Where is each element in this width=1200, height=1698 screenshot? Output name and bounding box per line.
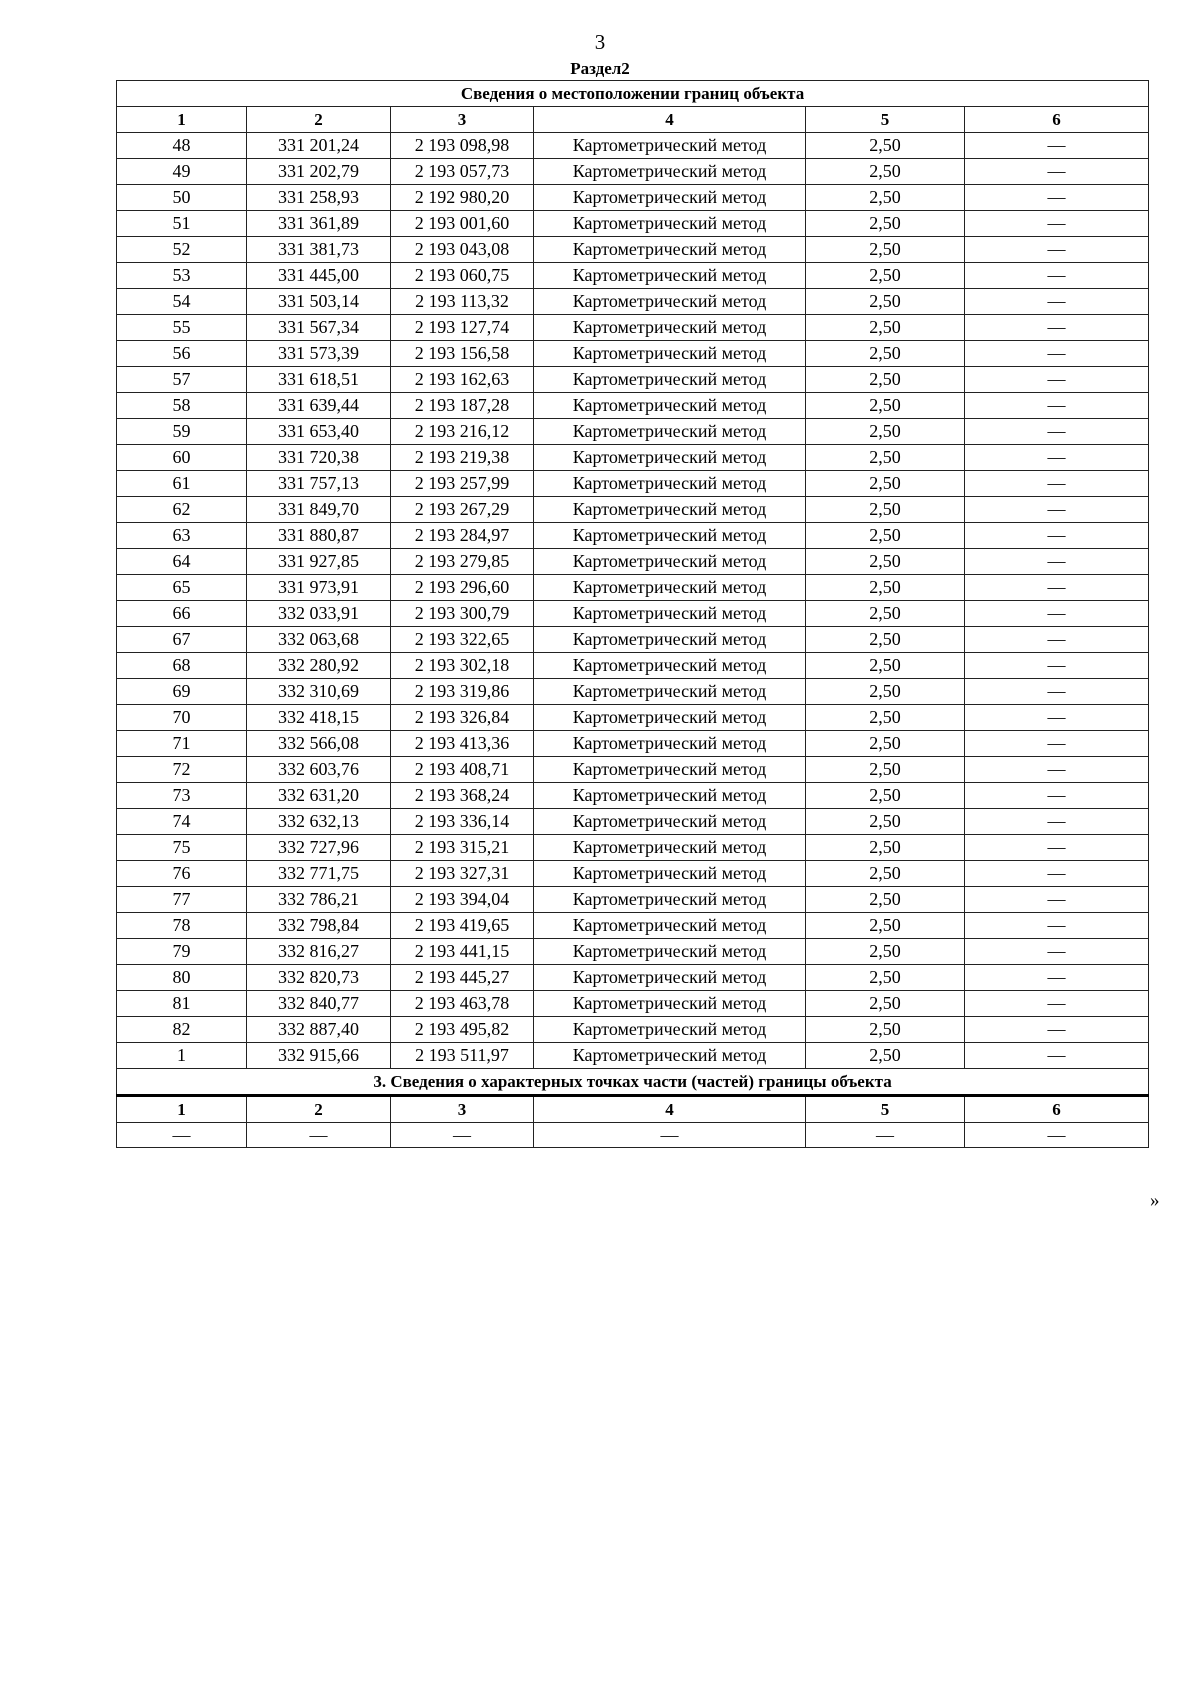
x-coordinate-cell: 332 727,96 bbox=[247, 835, 391, 861]
table-row bbox=[117, 887, 1149, 913]
table-row bbox=[117, 1043, 1149, 1069]
y-coordinate-cell: 2 193 327,31 bbox=[391, 861, 534, 887]
point-number-cell: 80 bbox=[117, 965, 247, 991]
method-cell: Картометрический метод bbox=[534, 575, 806, 601]
point-number-cell: — bbox=[117, 1123, 247, 1148]
accuracy-cell: 2,50 bbox=[806, 393, 965, 419]
x-coordinate-cell: 331 381,73 bbox=[247, 237, 391, 263]
point-number-cell: 57 bbox=[117, 367, 247, 393]
table-row bbox=[117, 965, 1149, 991]
method-cell: Картометрический метод bbox=[534, 315, 806, 341]
x-coordinate-cell: 332 418,15 bbox=[247, 705, 391, 731]
x-coordinate-cell: 331 653,40 bbox=[247, 419, 391, 445]
point-number-cell: 74 bbox=[117, 809, 247, 835]
x-coordinate-cell: 332 840,77 bbox=[247, 991, 391, 1017]
point-number-cell: 68 bbox=[117, 653, 247, 679]
description-cell: — bbox=[965, 731, 1149, 757]
method-cell: Картометрический метод bbox=[534, 965, 806, 991]
accuracy-cell: 2,50 bbox=[806, 471, 965, 497]
section3-caption: 3. Сведения о характерных точках части (частей) границы объекта bbox=[117, 1069, 1149, 1096]
description-cell: — bbox=[965, 627, 1149, 653]
x-coordinate-cell: 331 361,89 bbox=[247, 211, 391, 237]
description-cell: — bbox=[965, 523, 1149, 549]
point-number-cell: 50 bbox=[117, 185, 247, 211]
point-number-cell: 73 bbox=[117, 783, 247, 809]
method-cell: Картометрический метод bbox=[534, 991, 806, 1017]
y-coordinate-cell: 2 193 001,60 bbox=[391, 211, 534, 237]
description-cell: — bbox=[965, 497, 1149, 523]
y-coordinate-cell: 2 193 394,04 bbox=[391, 887, 534, 913]
accuracy-cell: 2,50 bbox=[806, 731, 965, 757]
method-cell: Картометрический метод bbox=[534, 185, 806, 211]
table-row bbox=[117, 575, 1149, 601]
accuracy-cell: 2,50 bbox=[806, 237, 965, 263]
method-cell: Картометрический метод bbox=[534, 549, 806, 575]
method-cell: Картометрический метод bbox=[534, 263, 806, 289]
method-cell: Картометрический метод bbox=[534, 393, 806, 419]
accuracy-cell: 2,50 bbox=[806, 289, 965, 315]
x-coordinate-cell: 331 567,34 bbox=[247, 315, 391, 341]
accuracy-cell: 2,50 bbox=[806, 159, 965, 185]
accuracy-cell: — bbox=[806, 1123, 965, 1148]
table-caption: Сведения о местоположении границ объекта bbox=[117, 81, 1149, 107]
point-number-cell: 79 bbox=[117, 939, 247, 965]
accuracy-cell: 2,50 bbox=[806, 419, 965, 445]
point-number-cell: 82 bbox=[117, 1017, 247, 1043]
point-number-cell: 55 bbox=[117, 315, 247, 341]
x-coordinate-cell: 331 258,93 bbox=[247, 185, 391, 211]
section3-column-number-row bbox=[117, 1096, 1149, 1123]
table-row bbox=[117, 991, 1149, 1017]
y-coordinate-cell: 2 193 057,73 bbox=[391, 159, 534, 185]
table-caption-row bbox=[117, 81, 1149, 107]
table-row bbox=[117, 1017, 1149, 1043]
accuracy-cell: 2,50 bbox=[806, 991, 965, 1017]
page-number: 3 bbox=[594, 30, 606, 54]
y-coordinate-cell: 2 193 315,21 bbox=[391, 835, 534, 861]
y-coordinate-cell: 2 193 216,12 bbox=[391, 419, 534, 445]
method-cell: Картометрический метод bbox=[534, 289, 806, 315]
table-row bbox=[117, 653, 1149, 679]
table-row bbox=[117, 289, 1149, 315]
boundary-table bbox=[116, 80, 1149, 1148]
description-cell: — bbox=[965, 861, 1149, 887]
method-cell: Картометрический метод bbox=[534, 861, 806, 887]
point-number-cell: 65 bbox=[117, 575, 247, 601]
point-number-cell: 60 bbox=[117, 445, 247, 471]
x-coordinate-cell: 331 202,79 bbox=[247, 159, 391, 185]
y-coordinate-cell: 2 192 980,20 bbox=[391, 185, 534, 211]
x-coordinate-cell: 331 927,85 bbox=[247, 549, 391, 575]
method-cell: Картометрический метод bbox=[534, 367, 806, 393]
table-row bbox=[117, 315, 1149, 341]
point-number-cell: 71 bbox=[117, 731, 247, 757]
accuracy-cell: 2,50 bbox=[806, 705, 965, 731]
x-coordinate-cell: 332 632,13 bbox=[247, 809, 391, 835]
method-cell: Картометрический метод bbox=[534, 523, 806, 549]
accuracy-cell: 2,50 bbox=[806, 575, 965, 601]
table-row bbox=[117, 627, 1149, 653]
y-coordinate-cell: 2 193 419,65 bbox=[391, 913, 534, 939]
x-coordinate-cell: 331 445,00 bbox=[247, 263, 391, 289]
description-cell: — bbox=[965, 991, 1149, 1017]
y-coordinate-cell: 2 193 127,74 bbox=[391, 315, 534, 341]
point-number-cell: 58 bbox=[117, 393, 247, 419]
table-row bbox=[117, 783, 1149, 809]
point-number-cell: 72 bbox=[117, 757, 247, 783]
accuracy-cell: 2,50 bbox=[806, 939, 965, 965]
point-number-cell: 54 bbox=[117, 289, 247, 315]
table-row bbox=[117, 679, 1149, 705]
point-number-cell: 62 bbox=[117, 497, 247, 523]
table-row bbox=[117, 367, 1149, 393]
description-cell: — bbox=[965, 809, 1149, 835]
table-row bbox=[117, 445, 1149, 471]
method-cell: Картометрический метод bbox=[534, 497, 806, 523]
table-row bbox=[117, 237, 1149, 263]
description-cell: — bbox=[965, 783, 1149, 809]
accuracy-cell: 2,50 bbox=[806, 653, 965, 679]
y-coordinate-cell: 2 193 300,79 bbox=[391, 601, 534, 627]
x-coordinate-cell: 331 618,51 bbox=[247, 367, 391, 393]
method-cell: Картометрический метод bbox=[534, 783, 806, 809]
accuracy-cell: 2,50 bbox=[806, 783, 965, 809]
method-cell: Картометрический метод bbox=[534, 887, 806, 913]
accuracy-cell: 2,50 bbox=[806, 211, 965, 237]
x-coordinate-cell: 332 798,84 bbox=[247, 913, 391, 939]
description-cell: — bbox=[965, 939, 1149, 965]
y-coordinate-cell: 2 193 162,63 bbox=[391, 367, 534, 393]
table-row bbox=[117, 523, 1149, 549]
method-cell: Картометрический метод bbox=[534, 939, 806, 965]
method-cell: Картометрический метод bbox=[534, 1017, 806, 1043]
method-cell: Картометрический метод bbox=[534, 835, 806, 861]
method-cell: Картометрический метод bbox=[534, 1043, 806, 1069]
point-number-cell: 53 bbox=[117, 263, 247, 289]
method-cell: Картометрический метод bbox=[534, 757, 806, 783]
method-cell: Картометрический метод bbox=[534, 731, 806, 757]
point-number-cell: 61 bbox=[117, 471, 247, 497]
method-cell: Картометрический метод bbox=[534, 471, 806, 497]
description-cell: — bbox=[965, 133, 1149, 159]
method-cell: Картометрический метод bbox=[534, 341, 806, 367]
x-coordinate-cell: 332 915,66 bbox=[247, 1043, 391, 1069]
column-number: 5 bbox=[806, 107, 965, 133]
accuracy-cell: 2,50 bbox=[806, 341, 965, 367]
point-number-cell: 70 bbox=[117, 705, 247, 731]
description-cell: — bbox=[965, 835, 1149, 861]
y-coordinate-cell: — bbox=[391, 1123, 534, 1148]
x-coordinate-cell: 332 887,40 bbox=[247, 1017, 391, 1043]
x-coordinate-cell: 332 631,20 bbox=[247, 783, 391, 809]
accuracy-cell: 2,50 bbox=[806, 263, 965, 289]
description-cell: — bbox=[965, 211, 1149, 237]
description-cell: — bbox=[965, 367, 1149, 393]
accuracy-cell: 2,50 bbox=[806, 133, 965, 159]
y-coordinate-cell: 2 193 043,08 bbox=[391, 237, 534, 263]
accuracy-cell: 2,50 bbox=[806, 835, 965, 861]
method-cell: Картометрический метод bbox=[534, 601, 806, 627]
table-row bbox=[117, 939, 1149, 965]
accuracy-cell: 2,50 bbox=[806, 445, 965, 471]
accuracy-cell: 2,50 bbox=[806, 1043, 965, 1069]
description-cell: — bbox=[965, 757, 1149, 783]
table-row bbox=[117, 549, 1149, 575]
y-coordinate-cell: 2 193 187,28 bbox=[391, 393, 534, 419]
x-coordinate-cell: 331 849,70 bbox=[247, 497, 391, 523]
accuracy-cell: 2,50 bbox=[806, 185, 965, 211]
description-cell: — bbox=[965, 1123, 1149, 1148]
point-number-cell: 75 bbox=[117, 835, 247, 861]
y-coordinate-cell: 2 193 302,18 bbox=[391, 653, 534, 679]
accuracy-cell: 2,50 bbox=[806, 601, 965, 627]
section3-caption-row bbox=[117, 1069, 1149, 1096]
y-coordinate-cell: 2 193 326,84 bbox=[391, 705, 534, 731]
description-cell: — bbox=[965, 341, 1149, 367]
x-coordinate-cell: 331 573,39 bbox=[247, 341, 391, 367]
y-coordinate-cell: 2 193 495,82 bbox=[391, 1017, 534, 1043]
method-cell: Картометрический метод bbox=[534, 237, 806, 263]
method-cell: Картометрический метод bbox=[534, 159, 806, 185]
method-cell: Картометрический метод bbox=[534, 705, 806, 731]
column-number: 2 bbox=[247, 107, 391, 133]
description-cell: — bbox=[965, 887, 1149, 913]
x-coordinate-cell: 332 816,27 bbox=[247, 939, 391, 965]
y-coordinate-cell: 2 193 296,60 bbox=[391, 575, 534, 601]
column-number: 6 bbox=[965, 1096, 1149, 1123]
accuracy-cell: 2,50 bbox=[806, 965, 965, 991]
x-coordinate-cell: 332 771,75 bbox=[247, 861, 391, 887]
column-number: 4 bbox=[534, 1096, 806, 1123]
description-cell: — bbox=[965, 679, 1149, 705]
point-number-cell: 49 bbox=[117, 159, 247, 185]
table-row bbox=[117, 185, 1149, 211]
y-coordinate-cell: 2 193 257,99 bbox=[391, 471, 534, 497]
description-cell: — bbox=[965, 965, 1149, 991]
accuracy-cell: 2,50 bbox=[806, 887, 965, 913]
table-row bbox=[117, 1123, 1149, 1148]
y-coordinate-cell: 2 193 279,85 bbox=[391, 549, 534, 575]
description-cell: — bbox=[965, 1017, 1149, 1043]
point-number-cell: 69 bbox=[117, 679, 247, 705]
y-coordinate-cell: 2 193 336,14 bbox=[391, 809, 534, 835]
y-coordinate-cell: 2 193 511,97 bbox=[391, 1043, 534, 1069]
method-cell: Картометрический метод bbox=[534, 445, 806, 471]
x-coordinate-cell: 331 503,14 bbox=[247, 289, 391, 315]
description-cell: — bbox=[965, 705, 1149, 731]
column-number: 1 bbox=[117, 1096, 247, 1123]
method-cell: Картометрический метод bbox=[534, 913, 806, 939]
y-coordinate-cell: 2 193 368,24 bbox=[391, 783, 534, 809]
point-number-cell: 81 bbox=[117, 991, 247, 1017]
description-cell: — bbox=[965, 289, 1149, 315]
point-number-cell: 67 bbox=[117, 627, 247, 653]
x-coordinate-cell: 331 639,44 bbox=[247, 393, 391, 419]
y-coordinate-cell: 2 193 413,36 bbox=[391, 731, 534, 757]
description-cell: — bbox=[965, 315, 1149, 341]
column-number: 4 bbox=[534, 107, 806, 133]
x-coordinate-cell: 331 973,91 bbox=[247, 575, 391, 601]
table-row bbox=[117, 809, 1149, 835]
table-row bbox=[117, 601, 1149, 627]
column-number: 3 bbox=[391, 1096, 534, 1123]
closing-quote: » bbox=[1150, 1190, 1160, 1211]
point-number-cell: 52 bbox=[117, 237, 247, 263]
y-coordinate-cell: 2 193 219,38 bbox=[391, 445, 534, 471]
point-number-cell: 66 bbox=[117, 601, 247, 627]
method-cell: Картометрический метод bbox=[534, 419, 806, 445]
column-number: 2 bbox=[247, 1096, 391, 1123]
method-cell: Картометрический метод bbox=[534, 653, 806, 679]
point-number-cell: 51 bbox=[117, 211, 247, 237]
x-coordinate-cell: 332 566,08 bbox=[247, 731, 391, 757]
table-row bbox=[117, 835, 1149, 861]
point-number-cell: 1 bbox=[117, 1043, 247, 1069]
method-cell: Картометрический метод bbox=[534, 627, 806, 653]
x-coordinate-cell: 332 603,76 bbox=[247, 757, 391, 783]
method-cell: Картометрический метод bbox=[534, 809, 806, 835]
point-number-cell: 59 bbox=[117, 419, 247, 445]
description-cell: — bbox=[965, 419, 1149, 445]
y-coordinate-cell: 2 193 445,27 bbox=[391, 965, 534, 991]
column-number-row bbox=[117, 107, 1149, 133]
accuracy-cell: 2,50 bbox=[806, 861, 965, 887]
accuracy-cell: 2,50 bbox=[806, 315, 965, 341]
description-cell: — bbox=[965, 393, 1149, 419]
description-cell: — bbox=[965, 159, 1149, 185]
point-number-cell: 63 bbox=[117, 523, 247, 549]
y-coordinate-cell: 2 193 156,58 bbox=[391, 341, 534, 367]
accuracy-cell: 2,50 bbox=[806, 679, 965, 705]
table-row bbox=[117, 731, 1149, 757]
description-cell: — bbox=[965, 263, 1149, 289]
column-number: 3 bbox=[391, 107, 534, 133]
table-row bbox=[117, 419, 1149, 445]
y-coordinate-cell: 2 193 060,75 bbox=[391, 263, 534, 289]
x-coordinate-cell: 331 880,87 bbox=[247, 523, 391, 549]
y-coordinate-cell: 2 193 322,65 bbox=[391, 627, 534, 653]
x-coordinate-cell: — bbox=[247, 1123, 391, 1148]
point-number-cell: 56 bbox=[117, 341, 247, 367]
description-cell: — bbox=[965, 445, 1149, 471]
column-number: 6 bbox=[965, 107, 1149, 133]
table-row bbox=[117, 159, 1149, 185]
section-heading: Раздел2 bbox=[570, 59, 630, 78]
x-coordinate-cell: 332 786,21 bbox=[247, 887, 391, 913]
table-row bbox=[117, 757, 1149, 783]
table-row bbox=[117, 497, 1149, 523]
description-cell: — bbox=[965, 601, 1149, 627]
x-coordinate-cell: 332 310,69 bbox=[247, 679, 391, 705]
y-coordinate-cell: 2 193 319,86 bbox=[391, 679, 534, 705]
accuracy-cell: 2,50 bbox=[806, 1017, 965, 1043]
y-coordinate-cell: 2 193 463,78 bbox=[391, 991, 534, 1017]
table-row bbox=[117, 393, 1149, 419]
table-row bbox=[117, 913, 1149, 939]
accuracy-cell: 2,50 bbox=[806, 913, 965, 939]
x-coordinate-cell: 332 063,68 bbox=[247, 627, 391, 653]
accuracy-cell: 2,50 bbox=[806, 523, 965, 549]
description-cell: — bbox=[965, 549, 1149, 575]
description-cell: — bbox=[965, 1043, 1149, 1069]
y-coordinate-cell: 2 193 441,15 bbox=[391, 939, 534, 965]
column-number: 1 bbox=[117, 107, 247, 133]
point-number-cell: 78 bbox=[117, 913, 247, 939]
table-row bbox=[117, 211, 1149, 237]
description-cell: — bbox=[965, 575, 1149, 601]
accuracy-cell: 2,50 bbox=[806, 549, 965, 575]
x-coordinate-cell: 332 033,91 bbox=[247, 601, 391, 627]
method-cell: Картометрический метод bbox=[534, 679, 806, 705]
table-row bbox=[117, 341, 1149, 367]
x-coordinate-cell: 332 280,92 bbox=[247, 653, 391, 679]
accuracy-cell: 2,50 bbox=[806, 497, 965, 523]
y-coordinate-cell: 2 193 284,97 bbox=[391, 523, 534, 549]
point-number-cell: 64 bbox=[117, 549, 247, 575]
table-row bbox=[117, 263, 1149, 289]
x-coordinate-cell: 331 201,24 bbox=[247, 133, 391, 159]
y-coordinate-cell: 2 193 113,32 bbox=[391, 289, 534, 315]
accuracy-cell: 2,50 bbox=[806, 627, 965, 653]
description-cell: — bbox=[965, 237, 1149, 263]
description-cell: — bbox=[965, 913, 1149, 939]
x-coordinate-cell: 331 720,38 bbox=[247, 445, 391, 471]
description-cell: — bbox=[965, 471, 1149, 497]
point-number-cell: 76 bbox=[117, 861, 247, 887]
table-row bbox=[117, 705, 1149, 731]
method-cell: Картометрический метод bbox=[534, 211, 806, 237]
accuracy-cell: 2,50 bbox=[806, 367, 965, 393]
table-row bbox=[117, 861, 1149, 887]
description-cell: — bbox=[965, 653, 1149, 679]
table-row bbox=[117, 471, 1149, 497]
y-coordinate-cell: 2 193 267,29 bbox=[391, 497, 534, 523]
method-cell: — bbox=[534, 1123, 806, 1148]
point-number-cell: 77 bbox=[117, 887, 247, 913]
y-coordinate-cell: 2 193 408,71 bbox=[391, 757, 534, 783]
table-row bbox=[117, 133, 1149, 159]
accuracy-cell: 2,50 bbox=[806, 757, 965, 783]
y-coordinate-cell: 2 193 098,98 bbox=[391, 133, 534, 159]
x-coordinate-cell: 331 757,13 bbox=[247, 471, 391, 497]
point-number-cell: 48 bbox=[117, 133, 247, 159]
x-coordinate-cell: 332 820,73 bbox=[247, 965, 391, 991]
column-number: 5 bbox=[806, 1096, 965, 1123]
description-cell: — bbox=[965, 185, 1149, 211]
method-cell: Картометрический метод bbox=[534, 133, 806, 159]
accuracy-cell: 2,50 bbox=[806, 809, 965, 835]
